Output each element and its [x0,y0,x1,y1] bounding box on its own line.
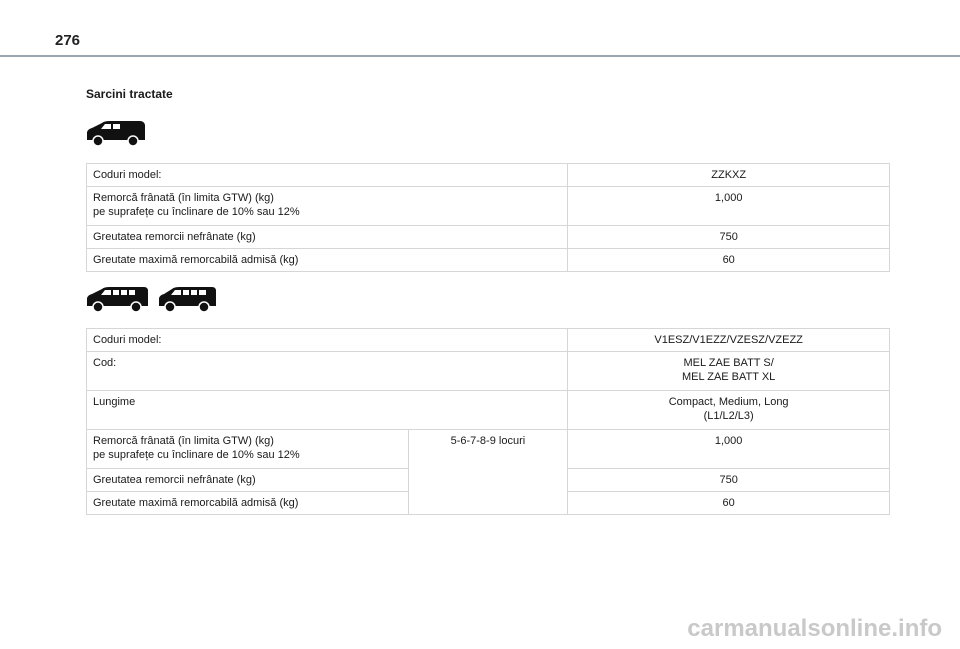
van-icon [84,120,148,148]
label-line: pe suprafețe cu înclinare de 10% sau 12% [93,206,300,218]
table-row [87,329,890,352]
row-value: 1,000 [568,430,890,469]
row-label [87,430,409,469]
row-label [87,187,568,226]
row-value: 750 [568,226,890,249]
label-line: Remorcă frânată (în limita GTW) (kg) [93,192,274,204]
value-line: MEL ZAE BATT S/ [683,357,774,369]
row-label: Cod: [87,352,568,391]
table-row [87,164,890,187]
value-line: (L1/L2/L3) [703,410,754,422]
section-title: Sarcini tractate [86,87,173,101]
minivan-icon [156,286,218,314]
value-line: Compact, Medium, Long [668,396,789,408]
row-value: ZZKXZ [568,164,890,187]
table-row [87,352,890,391]
header-rule [0,55,960,57]
row-label: Greutate maximă remorcabilă admisă (kg) [87,492,409,515]
watermark: carmanualsonline.info [687,615,942,642]
row-value [568,352,890,391]
row-label: Lungime [87,391,568,430]
value-line: MEL ZAE BATT XL [681,371,776,383]
table-row [87,249,890,272]
towing-spec-table-2 [86,328,890,515]
row-value: V1ESZ/V1EZZ/VZESZ/VZEZZ [568,329,890,352]
table-row [87,226,890,249]
row-label: Greutate maximă remorcabilă admisă (kg) [87,249,568,272]
seats-cell: 5-6-7-8-9 locuri [408,430,568,515]
row-value: 60 [568,492,890,515]
label-line: Remorcă frânată (în limita GTW) (kg) [93,435,274,447]
table-row [87,187,890,226]
row-label: Coduri model: [87,164,568,187]
label-line: pe suprafețe cu înclinare de 10% sau 12% [93,449,300,461]
towing-spec-table-1 [86,163,890,272]
row-value: 750 [568,469,890,492]
table-row [87,391,890,430]
row-value [568,391,890,430]
row-label: Coduri model: [87,329,568,352]
row-label: Greutatea remorcii nefrânate (kg) [87,469,409,492]
table-row [87,430,890,469]
page-number: 276 [55,32,81,49]
van-icon [84,286,150,314]
row-label: Greutatea remorcii nefrânate (kg) [87,226,568,249]
row-value: 60 [568,249,890,272]
row-value: 1,000 [568,187,890,226]
